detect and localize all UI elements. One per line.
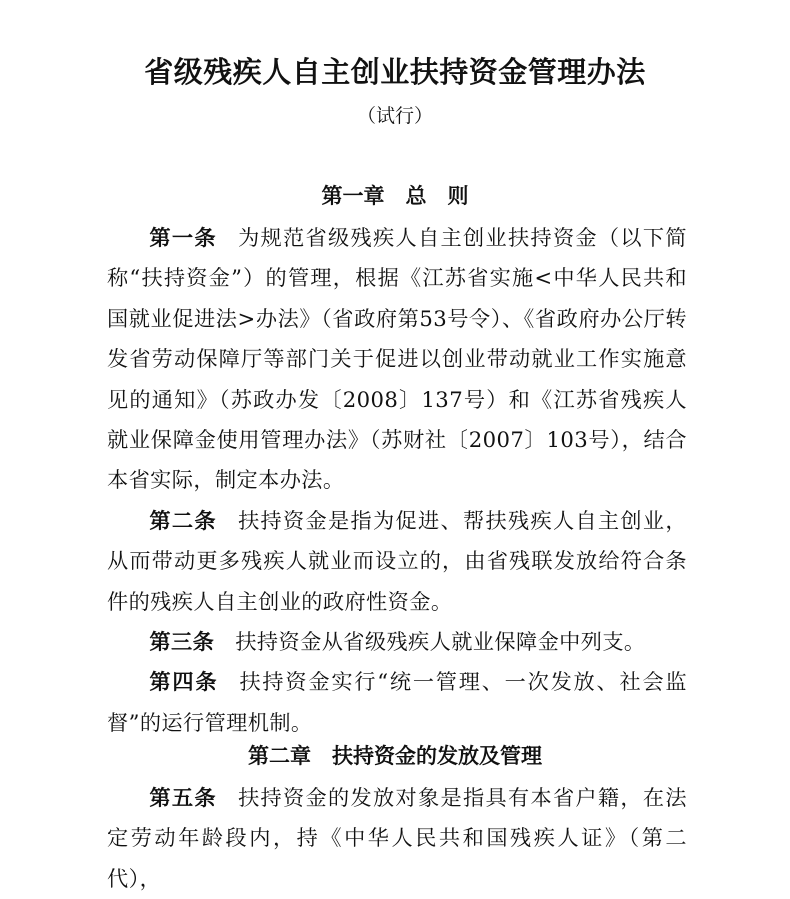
chapter-1-body	[107, 218, 687, 743]
document-subtitle: （试行）	[356, 105, 433, 127]
article-label: 第一条	[149, 225, 217, 250]
article-label: 第三条	[149, 629, 215, 655]
chapter-heading: 第二章 扶持资金的发放及管理	[248, 744, 542, 768]
article-text: 扶持资金是指为促进、帮扶残疾人自主创业，从而带动更多残疾人就业而设立的，由省残联发放给符合条件的残疾人自主创业的政府性资金。	[107, 507, 687, 614]
article-paragraph	[107, 662, 687, 743]
chapter-2-body	[107, 778, 687, 899]
article-text: 扶持资金从省级残疾人就业保障金中列支。	[235, 629, 646, 655]
article-paragraph	[107, 622, 687, 662]
article-paragraph	[107, 218, 687, 501]
article-text: 扶持资金实行“统一管理、一次发放、社会监督”的运行管理机制。	[107, 669, 687, 735]
article-paragraph	[107, 778, 687, 899]
document-title: 省级残疾人自主创业扶持资金管理办法	[144, 55, 646, 89]
article-text: 为规范省级残疾人自主创业扶持资金（以下简称“扶持资金”）的管理，根据《江苏省实施<中华人民共和国就业促进法>办法》（省政府第53号令）、《省政府办公厅转发省劳动保障厅等部门关于促进以创业带动就业工作实施意见的通知》（苏政办发〔2008〕137号）和《江苏省残疾人就业保障金使用管理办法》（苏财社〔2007〕103号），结合本省实际，制定本办法。	[107, 225, 687, 493]
article-label: 第四条	[149, 669, 219, 695]
article-label: 第五条	[149, 785, 217, 810]
article-paragraph	[107, 501, 687, 622]
chapter-heading: 第一章 总 则	[321, 184, 469, 208]
article-label: 第二条	[149, 507, 217, 533]
article-text: 扶持资金的发放对象是指具有本省户籍，在法定劳动年龄段内，持《中华人民共和国残疾人证》（第二代），	[107, 785, 687, 891]
